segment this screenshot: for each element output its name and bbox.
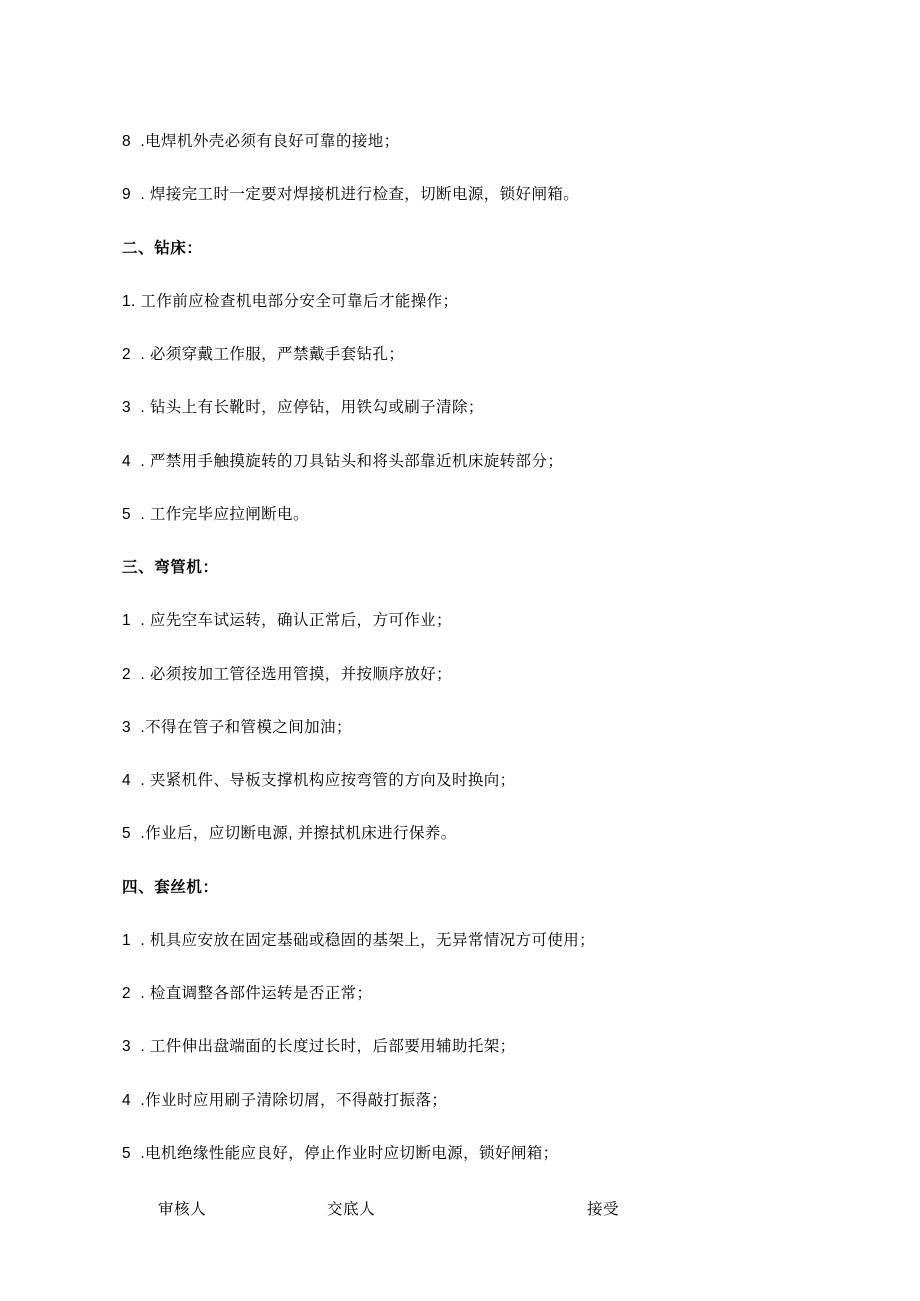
receiver-label: 接受 xyxy=(587,1201,620,1218)
paragraph: 5 . 工作完毕应拉闸断电。 xyxy=(122,505,309,523)
paragraph: 2 . 必须按加工管径选用管摸，并按顺序放好； xyxy=(122,665,452,683)
paragraph: 3 . 工件伸出盘端面的长度过长时，后部要用辅助托架； xyxy=(122,1038,516,1056)
paragraph: 2 . 检直调整各部件运转是否正常； xyxy=(122,985,373,1002)
paragraph: 3 .不得在管子和管模之间加油； xyxy=(122,718,352,736)
paragraph: 5 .电机绝缘性能应良好，停止作业时应切断电源，锁好闸箱； xyxy=(122,1144,559,1162)
section-heading-threading-machine: 四、套丝机： xyxy=(122,878,219,896)
paragraph: 1. 工作前应检查机电部分安全可靠后才能操作； xyxy=(122,292,459,310)
paragraph: 3 . 钻头上有长靴时，应停钻，用铁勾或刷子清除； xyxy=(122,399,484,417)
section-heading-drill-press: 二、钻床： xyxy=(122,239,203,257)
reviewer-label: 审核人 xyxy=(158,1201,207,1218)
paragraph: 5 .作业后，应切断电源, 并擦拭机床进行保养。 xyxy=(122,825,457,843)
paragraph: 4 . 严禁用手触摸旋转的刀具钻头和将头部靠近机床旋转部分； xyxy=(122,452,564,470)
paragraph: 4 .作业时应用刷子清除切屑，不得敲打振落； xyxy=(122,1091,448,1109)
discloser-label: 交底人 xyxy=(327,1201,376,1218)
paragraph: 4 . 夹紧机件、导板支撑机构应按弯管的方向及时换向； xyxy=(122,772,516,789)
section-heading-pipe-bender: 三、弯管机： xyxy=(122,559,219,576)
paragraph: 1 . 应先空车试运转，确认正常后，方可作业； xyxy=(122,612,452,630)
document-body xyxy=(122,130,812,1227)
paragraph: 2 . 必须穿戴工作服，严禁戴手套钻孔； xyxy=(122,346,405,363)
paragraph: 9 . 焊接完工时一定要对焊接机进行检查，切断电源，锁好闸箱。 xyxy=(122,186,580,204)
paragraph: 1 . 机具应安放在固定基础或稳固的基架上，无异常情况方可使用； xyxy=(122,931,596,949)
paragraph: 8 .电焊机外壳必须有良好可靠的接地； xyxy=(122,133,400,150)
signature-row xyxy=(122,1197,812,1227)
